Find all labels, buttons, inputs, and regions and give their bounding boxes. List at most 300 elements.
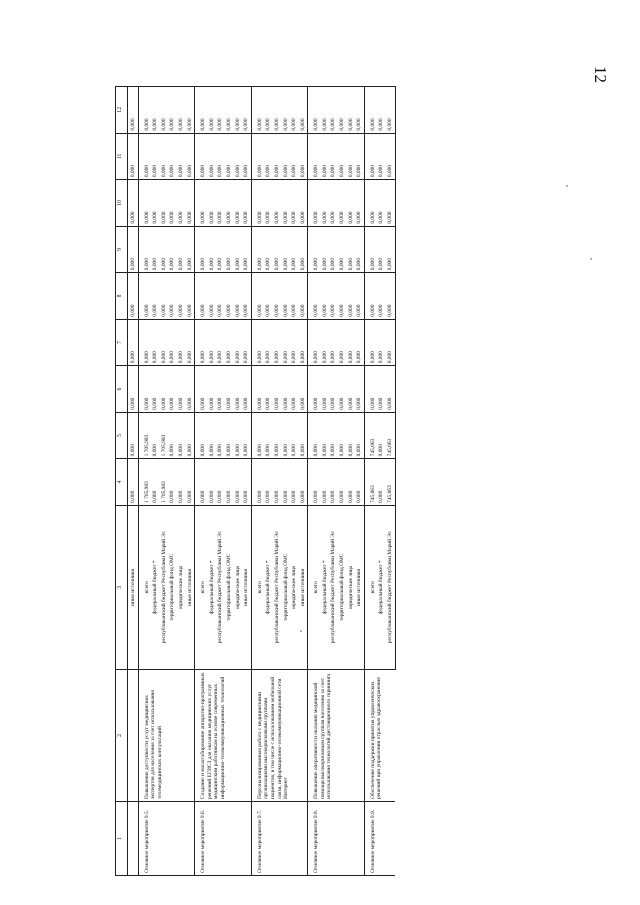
value-cell: 0,000 [186,87,195,134]
value-cell: 0,000 [273,87,282,134]
value-cell: 0,000 [225,412,234,459]
value-cell: 0,000 [225,133,234,180]
funding-source-cell: иные источники [355,505,364,669]
funding-source-cell: всего [308,505,321,669]
value-cell: 0,000 [273,180,282,227]
value-cell: 0,000 [355,459,364,506]
value-cell: 0,000 [290,226,299,273]
value-cell: 0,000 [355,133,364,180]
column-number-header: 8 [116,273,128,320]
value-cell: 0,000 [329,87,338,134]
value-cell: 0,000 [338,366,347,413]
value-cell: 0,000 [160,133,169,180]
value-cell: 0,000 [242,366,251,413]
value-cell: 0,000 [377,180,386,227]
value-cell: 0,000 [186,133,195,180]
value-cell: 0,000 [225,226,234,273]
value-cell: 745,663 [364,412,377,459]
value-cell: 0,000 [242,459,251,506]
value-cell: 0,000 [290,273,299,320]
value-cell: 0,000 [160,226,169,273]
value-cell: 0,000 [386,366,395,413]
value-cell: 0,000 [177,226,186,273]
value-cell: 0,000 [216,459,225,506]
value-cell: 0,000 [377,459,386,506]
value-cell: 0,000 [251,180,264,227]
funding-source-cell: федеральный бюджет * [208,505,217,669]
value-cell: 0,000 [138,366,151,413]
value-cell: 0,000 [308,226,321,273]
value-cell: 0,000 [177,366,186,413]
value-cell: 0,000 [225,319,234,366]
column-number-header: 6 [116,366,128,413]
value-cell: 0,000 [364,273,377,320]
table-row [308,87,321,876]
table-header [116,87,128,876]
measure-code-cell: Основное мероприятие 9.9. [364,801,395,875]
value-cell: 0,000 [347,319,356,366]
value-cell: 0,000 [168,273,177,320]
value-cell: 0,000 [299,226,308,273]
value-cell: 0,000 [177,273,186,320]
value-cell: 0,000 [251,87,264,134]
value-cell: 0,000 [347,412,356,459]
value-cell: 0,000 [251,273,264,320]
value-cell: 0,000 [308,412,321,459]
value-cell: 0,000 [186,273,195,320]
value-cell: 0,000 [282,133,291,180]
value-cell: 0,000 [195,366,208,413]
value-cell: 0,000 [251,226,264,273]
table-row [195,87,208,876]
value-cell: 0,000 [290,180,299,227]
measure-name-cell: Персонализированная работа с медицинскими организациями высокорисковыми группами пациентов, в том числе с использованием мобильной связи, информационно-телекоммуникационной сети Интернет [251,669,308,801]
funding-source-cell: юридические лица [177,505,186,669]
value-cell: 0,000 [273,226,282,273]
measure-code-cell: Основное мероприятие 9.5. [138,801,195,875]
value-cell: 0,000 [273,366,282,413]
value-cell: 0,000 [264,180,273,227]
value-cell: 0,000 [364,87,377,134]
value-cell: 0,000 [138,133,151,180]
value-cell: 0,000 [151,319,160,366]
value-cell: 0,000 [216,226,225,273]
value-cell: 0,000 [364,366,377,413]
value-cell: 1 705,983 [160,412,169,459]
value-cell: 0,000 [216,133,225,180]
value-cell: 0,000 [329,412,338,459]
column-number-header: 9 [116,226,128,273]
value-cell: 0,000 [338,412,347,459]
value-cell: 0,000 [242,273,251,320]
measure-name-cell: Обеспечение поддержки принятия управленческих решений при управлении отраслью здравоохранения [364,669,395,801]
value-cell: 0,000 [242,412,251,459]
funding-source-cell: юридические лица [290,505,299,669]
value-cell: 0,000 [321,366,330,413]
value-cell: 0,000 [282,412,291,459]
value-cell: 0,000 [195,226,208,273]
value-cell: 0,000 [290,366,299,413]
value-cell: 0,000 [338,273,347,320]
value-cell: 0,000 [377,273,386,320]
column-number-header: 11 [116,133,128,180]
value-cell: 0,000 [177,459,186,506]
value-cell: 0,000 [299,319,308,366]
value-cell: 0,000 [338,459,347,506]
value-cell: 0,000 [186,366,195,413]
value-cell: 0,000 [177,180,186,227]
value-cell: 0,000 [364,319,377,366]
value-cell: 0,000 [338,319,347,366]
value-cell: 0,000 [128,319,139,366]
value-cell: 0,000 [151,366,160,413]
value-cell: 0,000 [299,180,308,227]
value-cell: 0,000 [151,273,160,320]
value-cell: 0,000 [329,319,338,366]
value-cell: 0,000 [208,366,217,413]
value-cell: 0,000 [329,459,338,506]
value-cell: 0,000 [234,133,243,180]
value-cell: 0,000 [195,319,208,366]
value-cell: 0,000 [208,180,217,227]
value-cell: 0,000 [160,87,169,134]
value-cell: 1 705,983 [160,459,169,506]
value-cell: 0,000 [321,459,330,506]
table-body [128,87,396,876]
value-cell: 0,000 [251,319,264,366]
value-cell: 0,000 [299,412,308,459]
value-cell: 0,000 [386,180,395,227]
value-cell: 0,000 [195,87,208,134]
value-cell: 0,000 [151,180,160,227]
value-cell: 0,000 [264,366,273,413]
funding-source-cell: федеральный бюджет * [377,505,386,669]
value-cell: 0,000 [208,87,217,134]
value-cell: 0,000 [264,226,273,273]
value-cell: 0,000 [208,459,217,506]
value-cell: 0,000 [290,459,299,506]
value-cell: 0,000 [364,133,377,180]
value-cell: 0,000 [195,180,208,227]
value-cell: 0,000 [329,226,338,273]
value-cell: 0,000 [264,459,273,506]
value-cell: 0,000 [355,87,364,134]
value-cell: 0,000 [177,412,186,459]
value-cell: 0,000 [177,133,186,180]
value-cell: 0,000 [186,412,195,459]
value-cell: 0,000 [290,412,299,459]
scan-speck [590,258,592,260]
funding-source-cell: территориальный фонд ОМС [282,505,291,669]
value-cell: 0,000 [138,226,151,273]
funding-source-cell: иные источники [242,505,251,669]
value-cell: 0,000 [355,226,364,273]
column-number-header: 10 [116,180,128,227]
value-cell: 0,000 [160,319,169,366]
funding-source-cell: республиканский бюджет Республики Марий Эл [273,505,282,669]
value-cell: 1 705,983 [138,412,151,459]
value-cell: 0,000 [225,459,234,506]
value-cell: 0,000 [377,412,386,459]
value-cell: 0,000 [308,459,321,506]
column-number-header: 3 [116,505,128,669]
funding-source-cell: иные источники [299,505,308,669]
value-cell: 0,000 [138,273,151,320]
value-cell: 0,000 [355,319,364,366]
value-cell: 0,000 [264,412,273,459]
value-cell: 0,000 [225,87,234,134]
funding-source-cell: территориальный фонд ОМС [338,505,347,669]
value-cell: 0,000 [290,319,299,366]
value-cell: 0,000 [377,366,386,413]
value-cell: 0,000 [234,412,243,459]
value-cell: 0,000 [138,180,151,227]
value-cell: 0,000 [208,273,217,320]
value-cell: 0,000 [128,273,139,320]
value-cell: 0,000 [299,459,308,506]
value-cell: 0,000 [168,87,177,134]
value-cell: 0,000 [364,180,377,227]
value-cell: 0,000 [128,366,139,413]
value-cell: 0,000 [251,366,264,413]
measure-name-cell: Повышение доступности услуг медицинских экспертов для населения за счет использования телемедицинских консультаций [138,669,195,801]
value-cell: 0,000 [128,133,139,180]
value-cell: 0,000 [282,366,291,413]
funding-source-cell: всего [195,505,208,669]
value-cell: 0,000 [377,226,386,273]
value-cell: 0,000 [234,180,243,227]
value-cell: 0,000 [151,133,160,180]
measure-code-cell: Основное мероприятие 9.8. [308,801,365,875]
value-cell: 0,000 [355,180,364,227]
value-cell: 0,000 [208,133,217,180]
value-cell: 0,000 [168,226,177,273]
value-cell: 0,000 [355,366,364,413]
value-cell: 0,000 [308,319,321,366]
value-cell: 0,000 [386,133,395,180]
value-cell: 0,000 [308,273,321,320]
value-cell: 0,000 [234,366,243,413]
value-cell: 0,000 [208,226,217,273]
value-cell: 0,000 [128,412,139,459]
value-cell: 1 705,983 [138,459,151,506]
funding-source-cell: иные источники [186,505,195,669]
value-cell: 0,000 [264,87,273,134]
value-cell: 0,000 [290,87,299,134]
value-cell: 0,000 [234,459,243,506]
measure-name-cell: Создание и масштабирование аппаратно-программных решений ЕГИСЗ для оказания медицинских услуг медицинским работникам на основе современных информационно-телекоммуникационных технологий [195,669,252,801]
value-cell: 0,000 [168,366,177,413]
value-cell: 745,663 [364,459,377,506]
value-cell: 0,000 [264,133,273,180]
value-cell: 0,000 [151,226,160,273]
value-cell: 0,000 [282,273,291,320]
value-cell: 0,000 [242,87,251,134]
measure-code-cell: Основное мероприятие 9.6. [195,801,252,875]
value-cell: 0,000 [299,87,308,134]
value-cell: 0,000 [151,412,160,459]
column-number-header: 2 [116,669,128,801]
value-cell: 0,000 [234,273,243,320]
value-cell: 0,000 [160,180,169,227]
value-cell: 0,000 [386,273,395,320]
value-cell: 0,000 [216,319,225,366]
value-cell: 0,000 [177,87,186,134]
value-cell: 0,000 [321,180,330,227]
value-cell: 0,000 [195,133,208,180]
value-cell: 0,000 [329,273,338,320]
value-cell: 0,000 [273,459,282,506]
value-cell: 745,663 [386,459,395,506]
value-cell: 0,000 [355,412,364,459]
value-cell: 0,000 [321,319,330,366]
value-cell: 0,000 [242,226,251,273]
page-number: 12 [591,66,610,83]
value-cell: 0,000 [264,273,273,320]
value-cell: 0,000 [355,273,364,320]
value-cell: 0,000 [128,226,139,273]
value-cell: 0,000 [234,319,243,366]
value-cell: 0,000 [160,366,169,413]
funding-source-cell: всего [138,505,151,669]
value-cell: 0,000 [138,319,151,366]
value-cell: 0,000 [386,319,395,366]
value-cell: 0,000 [208,412,217,459]
value-cell: 0,000 [338,180,347,227]
value-cell: 0,000 [186,180,195,227]
table-row [251,87,264,876]
value-cell: 0,000 [377,319,386,366]
value-cell: 0,000 [186,459,195,506]
value-cell: 0,000 [321,87,330,134]
funding-source-cell: федеральный бюджет * [321,505,330,669]
value-cell: 0,000 [329,366,338,413]
value-cell: 0,000 [195,459,208,506]
funding-source-cell: федеральный бюджет * [151,505,160,669]
table-row [128,87,139,876]
value-cell: 0,000 [273,273,282,320]
value-cell: 0,000 [338,133,347,180]
value-cell: 0,000 [347,226,356,273]
rotated-table-block [115,86,545,876]
value-cell: 0,000 [299,366,308,413]
value-cell: 0,000 [282,226,291,273]
funding-source-cell: территориальный фонд ОМС [225,505,234,669]
value-cell: 0,000 [321,273,330,320]
value-cell: 0,000 [234,226,243,273]
value-cell: 0,000 [225,366,234,413]
value-cell: 0,000 [168,412,177,459]
value-cell: 0,000 [195,273,208,320]
value-cell: 0,000 [347,133,356,180]
funding-source-cell: юридические лица [347,505,356,669]
funding-source-cell: юридические лица [234,505,243,669]
value-cell: 0,000 [321,133,330,180]
value-cell: 0,000 [347,273,356,320]
funding-source-cell: территориальный фонд ОМС [168,505,177,669]
value-cell: 0,000 [329,180,338,227]
value-cell: 0,000 [308,133,321,180]
value-cell: 0,000 [225,180,234,227]
funding-source-cell: республиканский бюджет Республики Марий Эл [329,505,338,669]
measure-name-cell: Повышение оперативности оказания медицинской помощи высокорисковым группам населения за счет использования технологий дистанционного скрининга [308,669,365,801]
value-cell: 0,000 [273,412,282,459]
value-cell: 0,000 [242,133,251,180]
value-cell: 0,000 [308,180,321,227]
value-cell: 0,000 [186,319,195,366]
value-cell: 0,000 [282,319,291,366]
column-number-header: 7 [116,319,128,366]
value-cell: 0,000 [168,133,177,180]
value-cell: 0,000 [282,459,291,506]
value-cell: 0,000 [128,180,139,227]
funding-source-cell: республиканский бюджет Республики Марий Эл [216,505,225,669]
funding-source-cell: всего [251,505,264,669]
value-cell: 0,000 [347,87,356,134]
funding-source-cell: республиканский бюджет Республики Марий Эл [386,505,395,669]
value-cell: 0,000 [234,87,243,134]
value-cell: 0,000 [299,133,308,180]
value-cell: 0,000 [242,319,251,366]
value-cell: 0,000 [216,87,225,134]
value-cell: 0,000 [251,459,264,506]
value-cell: 0,000 [290,133,299,180]
value-cell: 745,663 [386,412,395,459]
table-row [364,87,377,876]
value-cell: 0,000 [273,319,282,366]
value-cell: 0,000 [308,366,321,413]
column-number-header: 12 [116,87,128,134]
column-number-header: 1 [116,801,128,875]
value-cell: 0,000 [282,180,291,227]
value-cell: 0,000 [177,319,186,366]
funding-source-cell: всего [364,505,377,669]
value-cell: 0,000 [321,226,330,273]
value-cell: 0,000 [386,87,395,134]
value-cell: 0,000 [151,459,160,506]
value-cell: 0,000 [128,459,139,506]
value-cell: 0,000 [151,87,160,134]
value-cell: 0,000 [168,459,177,506]
value-cell: 0,000 [168,319,177,366]
value-cell: 0,000 [216,366,225,413]
value-cell: 0,000 [347,366,356,413]
value-cell: 0,000 [251,412,264,459]
funding-source-cell: республиканский бюджет Республики Марий Эл [160,505,169,669]
value-cell: 0,000 [338,87,347,134]
value-cell: 0,000 [386,226,395,273]
value-cell: 0,000 [160,273,169,320]
value-cell: 0,000 [321,412,330,459]
table-row [138,87,151,876]
value-cell: 0,000 [208,319,217,366]
value-cell: 0,000 [216,412,225,459]
value-cell: 0,000 [364,226,377,273]
funding-table [115,86,396,876]
value-cell: 0,000 [329,133,338,180]
value-cell: 0,000 [347,180,356,227]
value-cell: 0,000 [251,133,264,180]
value-cell: 0,000 [347,459,356,506]
value-cell: 0,000 [168,180,177,227]
value-cell: 0,000 [242,180,251,227]
empty-cell [128,669,139,801]
value-cell: 0,000 [377,87,386,134]
value-cell: 0,000 [138,87,151,134]
value-cell: 0,000 [128,87,139,134]
value-cell: 0,000 [338,226,347,273]
value-cell: 0,000 [282,87,291,134]
